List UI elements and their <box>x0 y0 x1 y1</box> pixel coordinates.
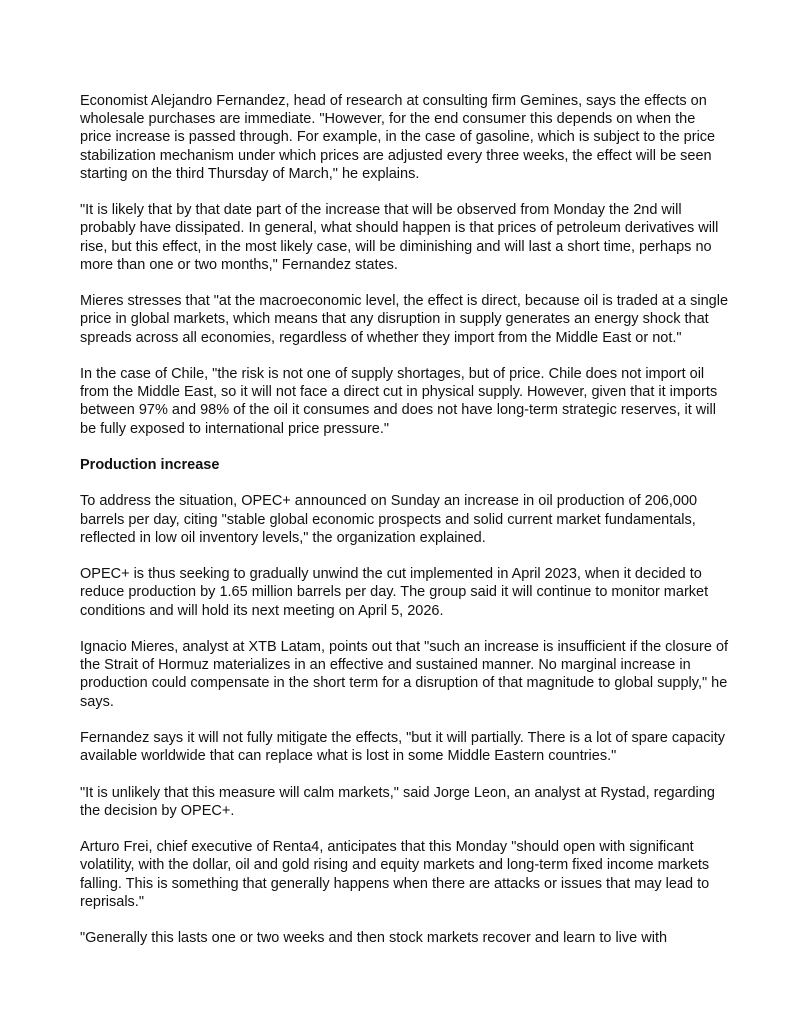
paragraph-chile-price-risk: In the case of Chile, "the risk is not one of supply shortages, but of price. Chile does not import oil from the Middle East, so it will not face a direct cut in physical supply. However, given that it imports between 97% and 98% of the oil it consumes and does not have long-term strategic reserves, it will be fully exposed to international price pressure." <box>80 366 718 437</box>
paragraph-leon-calm-markets: "It is unlikely that this measure will calm markets," said Jorge Leon, an analyst at Rystad, regarding the decision by OPEC+. <box>80 784 715 819</box>
paragraph-frei-recovery: "Generally this lasts one or two weeks and then stock markets recover and learn to live with <box>80 930 668 947</box>
paragraph-frei-volatility: Arturo Frei, chief executive of Renta4, anticipates that this Monday "should open with significant volatility, with the dollar, oil and gold rising and equity markets and long-term fixed income markets falling. This is something that generally happens when there are attacks or issues that may lead to reprisals." <box>80 839 710 910</box>
paragraph-opec-unwind: OPEC+ is thus seeking to gradually unwind the cut implemented in April 2023, when it decided to reduce production by 1.65 million barrels per day. The group said it will continue to monitor market conditions and will hold its next meeting on April 5, 2026. <box>80 566 709 619</box>
section-heading-production-increase: Production increase <box>80 457 220 473</box>
paragraph-mieres-macro: Mieres stresses that "at the macroeconomic level, the effect is direct, because oil is traded at a single price in global markets, which means that any disruption in supply generates an energy shock that spreads across all economies, regardless of whether they import from the Middle East or not." <box>80 293 729 346</box>
article-body <box>80 92 730 966</box>
paragraph-mieres-hormuz: Ignacio Mieres, analyst at XTB Latam, points out that "such an increase is insufficient if the closure of the Strait of Hormuz materializes in an effective and sustained manner. No marginal increase in production could compensate in the short term for a disruption of that magnitude to global supply," he says. <box>80 638 729 710</box>
paragraph-fernandez-wholesale: Economist Alejandro Fernandez, head of research at consulting firm Gemines, says the effects on wholesale purchases are immediate. "However, for the end consumer this depends on when the price increase is passed through. For example, in the case of gasoline, which is subject to the price stabilization mechanism under which prices are adjusted every three weeks, the effect will be seen starting on the third Thursday of March," he explains. <box>80 93 716 182</box>
paragraph-fernandez-mitigate: Fernandez says it will not fully mitigate the effects, "but it will partially. There is a lot of spare capacity available worldwide that can replace what is lost in some Middle Eastern countries." <box>80 729 726 765</box>
paragraph-fernandez-dissipated: "It is likely that by that date part of the increase that will be observed from Monday the 2nd will probably have dissipated. In general, what should happen is that prices of petroleum derivatives will rise, but this effect, in the most likely case, will be diminishing and will last a short time, perhaps no more than one or two months," Fernandez states. <box>80 202 719 273</box>
paragraph-opec-increase: To address the situation, OPEC+ announced on Sunday an increase in oil production of 206,000 barrels per day, citing "stable global economic prospects and solid current market fundamentals, reflected in low oil inventory levels," the organization explained. <box>80 493 698 546</box>
